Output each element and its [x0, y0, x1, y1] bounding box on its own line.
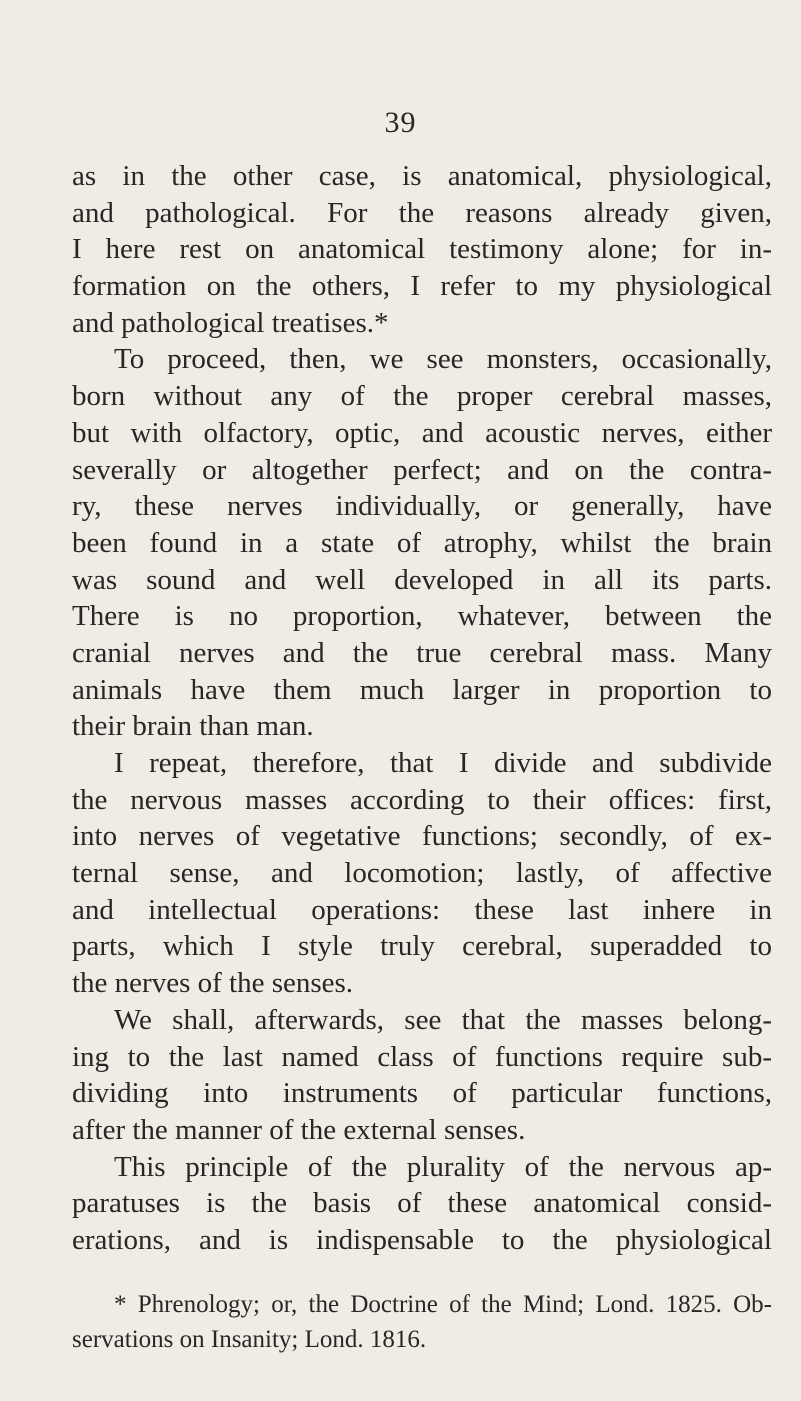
text-line: and pathological. For the reasons already given, [72, 196, 772, 229]
text-line: the nerves of the senses. [72, 967, 354, 1000]
text-line: ry, these nerves individually, or generally, have [72, 490, 772, 523]
text-line: I repeat, therefore, that I divide and subdivide [114, 747, 772, 779]
text-line: their brain than man. [72, 710, 314, 743]
footnote [72, 1287, 772, 1357]
text-line: erations, and is indispensable to the physiological [72, 1223, 772, 1256]
footnote-line: * Phrenology; or, the Doctrine of the Mind; Lond. 1825. Ob- [114, 1291, 772, 1318]
text-line: I here rest on anatomical testimony alone; for in- [72, 233, 772, 266]
text-line: To proceed, then, we see monsters, occasionally, [114, 343, 772, 376]
footnote-line: servations on Insanity; Lond. 1816. [72, 1326, 427, 1353]
text-line: parts, which I style truly cerebral, superadded to [72, 930, 772, 963]
text-line: We shall, afterwards, see that the masses belong- [114, 1003, 772, 1036]
text-line: was sound and well developed in all its parts. [72, 563, 772, 596]
text-line: dividing into instruments of particular functions, [72, 1077, 772, 1110]
text-line: severally or altogether perfect; and on the contra- [72, 453, 772, 486]
page-number: 39 [384, 106, 417, 139]
text-line: animals have them much larger in proportion to [72, 673, 772, 706]
text-line: as in the other case, is anatomical, physiological, [72, 160, 772, 192]
text-line: after the manner of the external senses. [72, 1113, 526, 1146]
text-line: There is no proportion, whatever, between the [72, 600, 772, 633]
text-line: and pathological treatises.* [72, 306, 389, 339]
text-line: but with olfactory, optic, and acoustic nerves, either [72, 416, 772, 449]
text-line: paratuses is the basis of these anatomical consid- [72, 1187, 772, 1220]
text-line: the nervous masses according to their offices: first, [72, 783, 772, 816]
text-line: into nerves of vegetative functions; secondly, of ex- [72, 820, 772, 853]
text-line: been found in a state of atrophy, whilst the brain [72, 526, 772, 559]
text-line: formation on the others, I refer to my physiological [72, 270, 772, 303]
text-line: ternal sense, and locomotion; lastly, of affective [72, 857, 772, 890]
text-line: born without any of the proper cerebral masses, [72, 380, 772, 413]
text-line: This principle of the plurality of the nervous ap- [114, 1150, 772, 1183]
text-line: cranial nerves and the true cerebral mass. Many [72, 636, 772, 669]
text-line: ing to the last named class of functions require sub- [72, 1040, 772, 1073]
body-text [72, 158, 772, 1259]
text-line: and intellectual operations: these last inhere in [72, 893, 772, 926]
